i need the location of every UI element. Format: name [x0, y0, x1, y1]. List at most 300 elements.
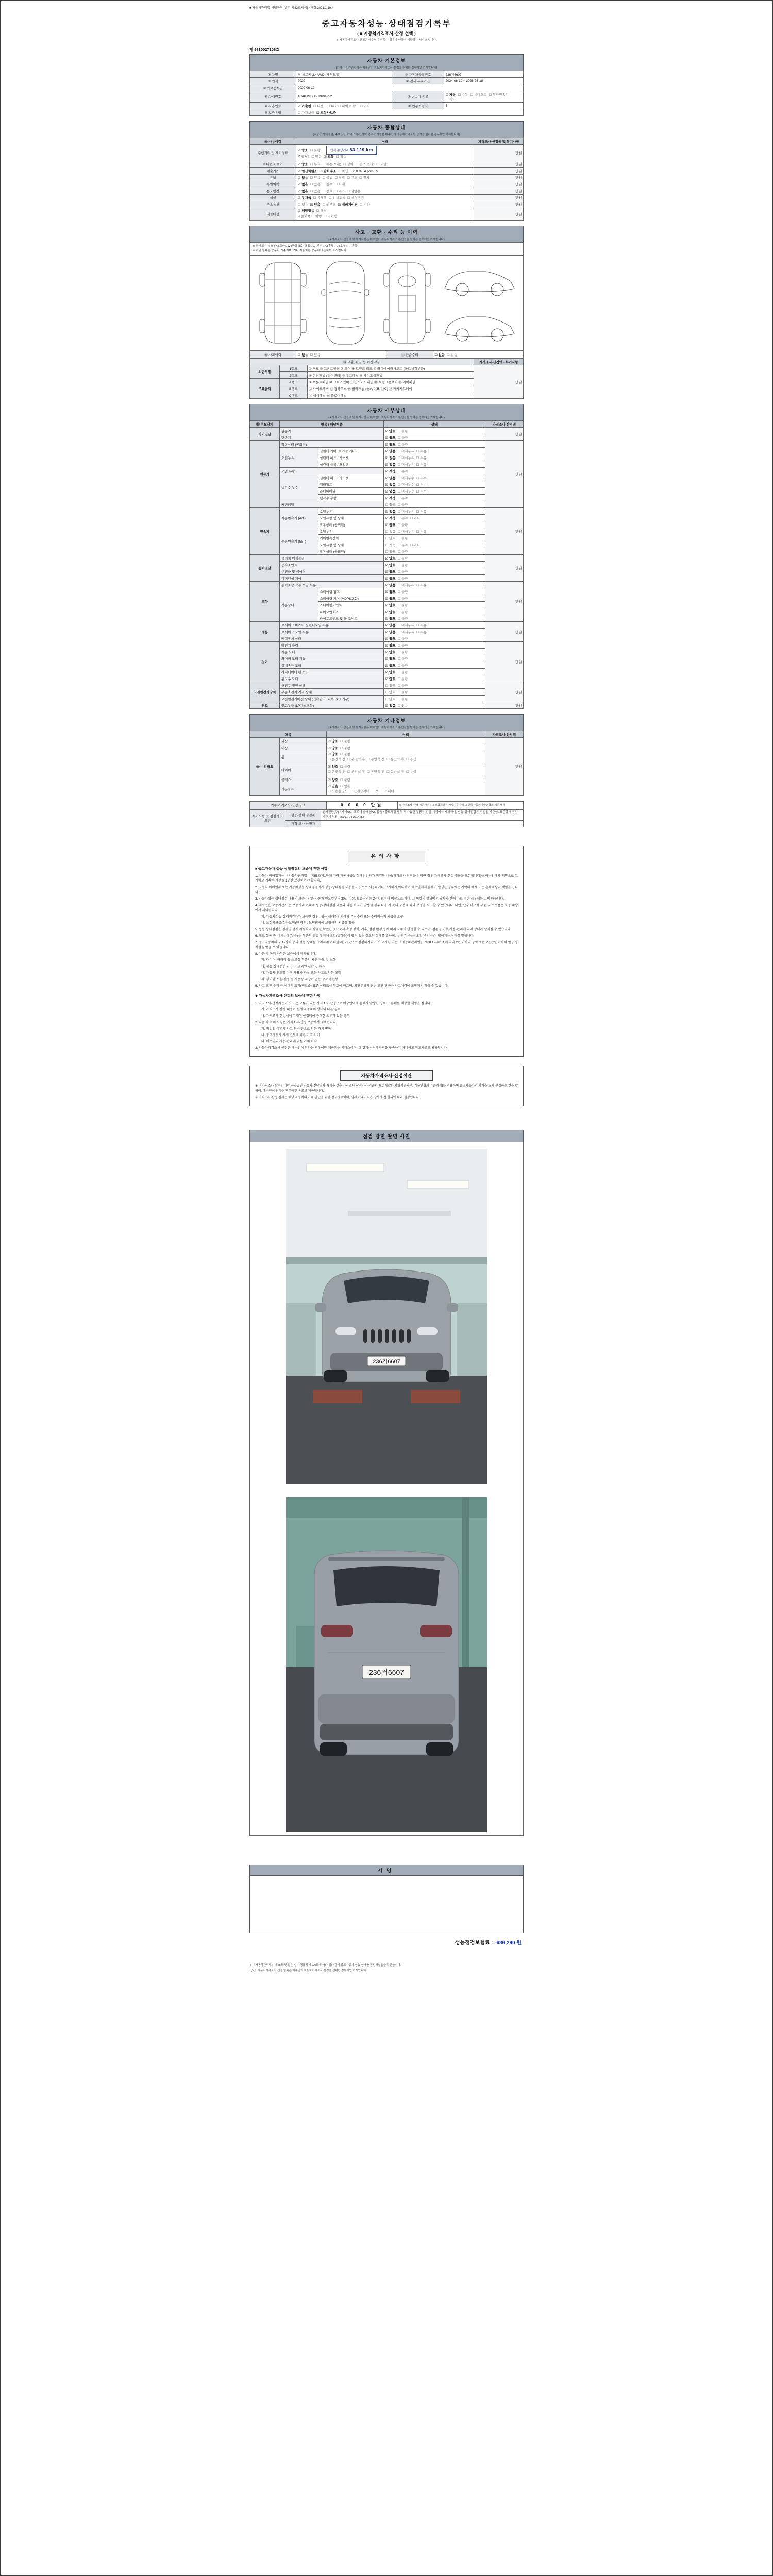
table-cell: [384, 495, 485, 501]
checkbox-기타[interactable]: ☐ 기타: [360, 104, 371, 108]
checkbox-불량[interactable]: ☐ 불량: [340, 765, 350, 769]
checkbox-자가보증[interactable]: ☐ 자가보증: [297, 111, 314, 115]
table-cell: [280, 655, 384, 662]
cell-text: 만원: [515, 690, 522, 694]
checkbox-누유[interactable]: ☐ 누유: [416, 449, 427, 453]
checkbox-응급[interactable]: ☐ 응급: [406, 757, 416, 761]
detailed-condition-table: [249, 420, 524, 709]
cell-text: 등속조인트: [281, 563, 297, 567]
checkbox-불량[interactable]: ☐ 불량: [397, 637, 408, 641]
checkbox-불량[interactable]: ☐ 불량: [340, 752, 350, 756]
checkbox-양호[interactable]: ☐ 양호: [385, 684, 396, 688]
checkbox-매연[interactable]: ☐ 매연: [338, 170, 349, 174]
checkbox-양호[interactable]: ☑ 양호: [385, 677, 396, 681]
cell-line: [328, 765, 483, 770]
checkbox-보험사보증[interactable]: ☑ 보험사보증: [316, 111, 337, 115]
cell-text: 구동축전지 격리 상태: [281, 690, 312, 694]
checkbox-있음[interactable]: ☐ 있음: [310, 176, 321, 180]
marks-note-1: ※ 상태표시 부호 : X (교환), W (판금 또는 용접), C (부식), A (흠집), U (요철), T (손상): [253, 245, 359, 248]
checkbox-적정[interactable]: ☑ 적정: [385, 469, 396, 473]
checkbox-누유[interactable]: ☐ 누유: [416, 463, 427, 467]
checkbox-부식[interactable]: ☐ 부식: [310, 163, 321, 167]
section-header-overall: [249, 121, 524, 138]
registration-number: 236거6607: [445, 73, 462, 77]
checkbox-불량[interactable]: ☐ 불량: [397, 436, 408, 440]
checkbox-이행[interactable]: ☐ 이행: [311, 214, 322, 218]
checkbox-불량[interactable]: ☐ 불량: [397, 690, 408, 694]
table-cell: [250, 145, 296, 161]
checkbox-양호[interactable]: ☑ 양호: [385, 597, 396, 601]
cell-text: 타이어: [281, 768, 291, 772]
headlight-right: [417, 1327, 438, 1335]
table-cell: [384, 689, 485, 696]
checkbox-없음[interactable]: ☑ 없음: [297, 190, 308, 194]
footer-note-2: 【Ⅴ】 자동차가격조사·산정 항목은 매수인이 자동차가격조사·산정을 선택한 경우에만 기재합니다.: [249, 1969, 367, 1972]
checkbox-양호[interactable]: ☑ 양호: [385, 523, 396, 527]
checkbox-없음[interactable]: ☑ 없음: [434, 353, 445, 357]
checkbox-부족[interactable]: ☐ 부족: [397, 496, 408, 500]
checkbox-불량[interactable]: ☐ 불량: [397, 603, 408, 607]
checkbox-불량[interactable]: ☐ 불량: [397, 443, 408, 447]
checkbox-미세누수[interactable]: ☐ 미세누수: [397, 489, 414, 494]
checkbox-없음[interactable]: ☐ 없음: [340, 784, 350, 788]
checkbox-누유[interactable]: ☐ 누유: [416, 583, 427, 587]
table-cell: [296, 78, 392, 84]
cell-line: [298, 214, 473, 219]
checkbox-누수[interactable]: ☐ 누수: [416, 483, 427, 487]
checkbox-없음[interactable]: ☑ 없음: [385, 630, 396, 634]
checkbox-스패너[interactable]: ☐ 스패너: [380, 789, 394, 793]
checkbox-보통[interactable]: ☑ 보통: [324, 155, 334, 159]
checkbox-양호[interactable]: ☑ 양호: [385, 590, 396, 594]
checkbox-운전석 후[interactable]: ☐ 운전석 후: [347, 770, 365, 774]
footer-notes: [249, 1963, 524, 1973]
table-cell: [280, 434, 384, 441]
checkbox-썬루프[interactable]: ☐ 썬루프: [322, 203, 336, 207]
page-title: 중고자동차성능·상태점검기록부: [322, 20, 451, 28]
checkbox-양호[interactable]: ☐ 양호: [385, 536, 396, 540]
checkbox-불량[interactable]: ☐ 불량: [340, 739, 350, 743]
signature-area[interactable]: [250, 1876, 523, 1933]
price-notice-items: [255, 1001, 518, 1051]
checkbox-미세누수[interactable]: ☐ 미세누수: [397, 483, 414, 487]
table-cell: [384, 642, 485, 649]
checkbox-양호[interactable]: ☑ 양호: [385, 610, 396, 614]
checkbox-해당[interactable]: ☐ 해당: [316, 209, 327, 213]
checkbox-없음[interactable]: ☑ 없음: [385, 510, 396, 514]
checkbox-미세누유[interactable]: ☐ 미세누유: [397, 510, 414, 514]
table-cell: [250, 208, 296, 221]
accident-history-table: [249, 351, 524, 358]
notice-subitem: 가. 점검일 이후의 사고·침수 등으로 인한 가치 변동: [261, 1027, 331, 1031]
checkbox-양호[interactable]: ☑ 양호: [385, 443, 396, 447]
checkbox-없음[interactable]: ☑ 없음: [297, 353, 308, 357]
checkbox-불량[interactable]: ☐ 불량: [397, 664, 408, 668]
table-cell: [250, 379, 280, 399]
table-cell: [296, 145, 474, 161]
table-cell: [280, 448, 318, 468]
appraisal-info-title: 자동차가격조사·산정이란: [340, 1070, 433, 1081]
checkbox-양호[interactable]: ☑ 양호: [385, 617, 396, 621]
cell-text: 배출가스: [266, 170, 279, 174]
checkbox-미세누유[interactable]: ☐ 미세누유: [397, 583, 414, 587]
checkbox-네비게이션[interactable]: ☑ 네비게이션: [338, 203, 358, 207]
cell-text: ⑫ 사이드멤버 ⑬ 휠하우스 ⑭ 필러패널 (⑭A, ⑭B, ⑭C) ⑲ 패키지트레이: [309, 387, 412, 391]
checkbox-적정[interactable]: ☑ 적정: [385, 516, 396, 520]
checkbox-양호[interactable]: ☐ 양호: [385, 690, 396, 694]
table-cell: [280, 635, 384, 642]
checkbox-색상변경[interactable]: ☐ 색상변경: [347, 196, 364, 200]
checkbox-불량[interactable]: ☐ 불량: [397, 657, 408, 661]
checkbox-장치[interactable]: ☐ 장치: [359, 176, 369, 180]
table-cell: [280, 764, 326, 776]
table-cell: [384, 481, 485, 488]
checkbox-동반석 전[interactable]: ☐ 동반석 전: [367, 757, 385, 761]
checkbox-불량[interactable]: ☐ 불량: [397, 536, 408, 540]
checkbox-불량[interactable]: ☐ 불량: [397, 550, 408, 554]
checkbox-전체도색[interactable]: ☐ 전체도색: [328, 196, 346, 200]
overall-condition-table: [249, 138, 524, 221]
checkbox-변조(변타)[interactable]: ☐ 변조(변타): [355, 163, 375, 167]
section-header-photos: [249, 1130, 524, 1142]
checkbox-양호[interactable]: ☑ 양호: [385, 637, 396, 641]
checkbox-불량[interactable]: ☐ 불량: [397, 677, 408, 681]
checkbox-없음[interactable]: ☑ 없음: [385, 623, 396, 628]
table-cell: [280, 508, 318, 528]
checkbox-불량[interactable]: ☐ 불량: [397, 556, 408, 561]
checkbox-미세누유[interactable]: ☐ 미세누유: [397, 530, 414, 534]
table-cell: [280, 568, 384, 575]
cell-text: 변속기: [260, 530, 270, 534]
table-cell: [384, 474, 485, 481]
checkbox-양호[interactable]: ☑ 양호: [328, 752, 339, 756]
checkbox-미세누유[interactable]: ☐ 미세누유: [397, 449, 414, 453]
checkbox-누유[interactable]: ☐ 누유: [416, 623, 427, 628]
cell-text: 오일누유: [320, 510, 332, 514]
checkbox-없음[interactable]: ☑ 없음: [297, 183, 308, 187]
checkbox-없음[interactable]: ☑ 없음: [385, 483, 396, 487]
checkbox-없음[interactable]: ☐ 없음: [385, 530, 396, 534]
section-title-accident: 사고 · 교환 · 수리 등 이력: [355, 230, 418, 236]
checkbox-양호[interactable]: ☑ 양호: [385, 570, 396, 574]
cell-text: ⑫ 사고이력: [264, 353, 282, 357]
column-header: [250, 731, 327, 738]
cell-line: [328, 770, 483, 775]
cell-text: 기어변속장치: [320, 536, 339, 540]
checkbox-불량[interactable]: ☐ 불량: [397, 429, 408, 433]
checkbox-양호[interactable]: ☑ 양호: [385, 643, 396, 648]
checkbox-양호[interactable]: ☑ 양호: [385, 436, 396, 440]
checkbox-없음[interactable]: ☑ 없음: [385, 583, 396, 587]
checkbox-불량[interactable]: ☐ 불량: [397, 577, 408, 581]
checkbox-양호[interactable]: ☑ 양호: [385, 556, 396, 561]
cell-text: 만원: [515, 380, 522, 384]
checkbox-리스[interactable]: ☐ 리스: [334, 190, 345, 194]
checkbox-없음[interactable]: ☑ 없음: [385, 456, 396, 460]
checkbox-과다[interactable]: ☐ 과다: [410, 516, 421, 520]
checkbox-있음[interactable]: ☐ 있음: [310, 353, 321, 357]
cell-text: 가격조사·산정액: [492, 733, 516, 737]
checkbox-부족[interactable]: ☐ 부족: [397, 469, 408, 473]
price-cell: [474, 167, 524, 174]
checkbox-없음[interactable]: ☑ 없음: [385, 463, 396, 467]
price-cell: [485, 738, 523, 796]
cell-text: ⑮ 주요장치: [256, 422, 274, 427]
checkbox-누유[interactable]: ☐ 누유: [416, 456, 427, 460]
cell-line: [328, 789, 483, 794]
table-cell: [318, 602, 383, 608]
table-cell: [280, 582, 384, 588]
checkbox-양호[interactable]: ☐ 양호: [385, 550, 396, 554]
checkbox-누유[interactable]: ☐ 누유: [416, 530, 427, 534]
cell-text: ⑪ 사용이력: [264, 140, 282, 144]
table-cell: [280, 649, 384, 655]
checkbox-적정[interactable]: ☑ 적정: [385, 496, 396, 500]
cell-text: 작동상태 (공회전): [320, 550, 345, 554]
table-cell: [250, 103, 296, 109]
table-cell: [285, 809, 321, 820]
table-cell: [318, 541, 383, 548]
checkbox-없음[interactable]: ☑ 없음: [385, 476, 396, 480]
checkbox-불량[interactable]: ☐ 불량: [397, 570, 408, 574]
front-plate-number: 236거6607: [373, 1359, 400, 1365]
checkbox-운전석 전[interactable]: ☐ 운전석 전: [328, 770, 346, 774]
checkbox-양호[interactable]: ☐ 양호: [385, 503, 396, 507]
checkbox-유채색[interactable]: ☐ 유채색: [313, 196, 327, 200]
checkbox-양호[interactable]: ☑ 양호: [297, 163, 308, 167]
checkbox-없음[interactable]: ☑ 없음: [385, 489, 396, 494]
table-cell: [280, 501, 384, 508]
table-cell: [280, 675, 384, 682]
checkbox-무채색[interactable]: ☑ 무채색: [297, 196, 311, 200]
checkbox-적법[interactable]: ☐ 적법: [334, 176, 345, 180]
checkbox-불량[interactable]: ☐ 불량: [397, 523, 408, 527]
checkbox-미이행[interactable]: ☐ 미이행: [324, 214, 338, 218]
cell-text: 외장: [281, 739, 288, 743]
checkbox-훼손(오손)[interactable]: ☐ 훼손(오손): [322, 163, 341, 167]
notice-title: 유의사항: [348, 851, 425, 862]
checkbox-불량[interactable]: ☐ 불량: [340, 746, 350, 750]
checkbox-양호[interactable]: ☑ 양호: [328, 739, 339, 743]
checkbox-도말[interactable]: ☐ 도말: [376, 163, 387, 167]
checkbox-적정[interactable]: ☐ 적정: [385, 543, 396, 547]
checkbox-동반석 전[interactable]: ☐ 동반석 전: [367, 770, 385, 774]
cell-text: 실린더 커버 (로커암 커버): [320, 449, 357, 453]
checkbox-있음[interactable]: ☐ 있음: [310, 183, 321, 187]
notice-subtitle: ■ 중고자동차 성능·상태점검의 보증에 관한 사항: [255, 867, 328, 871]
table-cell: [250, 161, 296, 167]
column-header: [485, 421, 523, 428]
checkbox-미세누유[interactable]: ☐ 미세누유: [397, 623, 414, 628]
checkbox-누유[interactable]: ☐ 누유: [416, 630, 427, 634]
checkbox-양호[interactable]: ☑ 양호: [328, 765, 339, 769]
checkbox-적음[interactable]: ☐ 적음: [335, 155, 346, 159]
table-cell: [384, 555, 485, 562]
final-price-table: [249, 801, 524, 809]
checkbox-많음[interactable]: ☐ 많음: [311, 155, 322, 159]
checkbox-양호[interactable]: ☑ 양호: [297, 148, 308, 152]
checkbox-불량[interactable]: ☐ 불량: [397, 697, 408, 701]
table-cell: [250, 174, 296, 181]
checkbox-양호[interactable]: ☑ 양호: [385, 670, 396, 674]
cell-text: 조향: [261, 600, 268, 604]
checkbox-양호[interactable]: ☑ 양호: [385, 650, 396, 654]
cell-text: 항목 / 해당부품: [321, 422, 343, 427]
checkbox-일산화탄소[interactable]: ☑ 일산화탄소: [297, 170, 318, 174]
checkbox-안전삼각대[interactable]: ☐ 안전삼각대: [349, 789, 369, 793]
checkbox-해당없음[interactable]: ☑ 해당없음: [297, 209, 314, 213]
checkbox-기타[interactable]: ☐ 기타: [445, 97, 456, 101]
cell-text: 고전원전기장치: [254, 690, 276, 694]
checkbox-없음[interactable]: ☑ 없음: [385, 449, 396, 453]
taillight-left: [321, 1625, 353, 1637]
checkbox-화재[interactable]: ☐ 화재: [334, 183, 345, 187]
table-cell: [250, 738, 280, 796]
section-note-overall: (※성능·상태점검, 주요옵션, 가격조사·산정액 및 특기사항은 매수인이 자동차가격조사·산정을 원하는 경우에만 기재합니다): [313, 133, 460, 137]
checkbox-구조[interactable]: ☐ 구조: [347, 176, 358, 180]
checkbox-불량[interactable]: ☐ 불량: [340, 778, 350, 782]
checkbox-사용설명서[interactable]: ☐ 사용설명서: [328, 789, 348, 793]
checkbox-양호[interactable]: ☑ 양호: [385, 563, 396, 567]
checkbox-동반석 후[interactable]: ☐ 동반석 후: [386, 770, 405, 774]
checkbox-누유[interactable]: ☐ 누유: [416, 510, 427, 514]
table-cell: [250, 188, 296, 194]
cell-text: 만원: [515, 765, 522, 769]
checkbox-불량[interactable]: ☐ 불량: [397, 650, 408, 654]
section-header-etc: [249, 714, 524, 731]
checkbox-양호[interactable]: ☑ 양호: [385, 577, 396, 581]
checkbox-운전석 전[interactable]: ☐ 운전석 전: [328, 757, 346, 761]
checkbox-없음[interactable]: ☐ 없음: [297, 203, 308, 207]
checkbox-수동[interactable]: ☐ 수동: [458, 93, 468, 97]
damage-marks-legend: [249, 242, 524, 255]
table-cell: [433, 351, 523, 358]
checkbox-영업용[interactable]: ☐ 영업용: [347, 190, 361, 194]
cell-text: 만원: [515, 176, 522, 180]
checkbox-양호[interactable]: ☑ 양호: [385, 657, 396, 661]
checkbox-불량[interactable]: ☐ 불량: [397, 503, 408, 507]
checkbox-LPG[interactable]: ☐ LPG: [325, 104, 336, 108]
checkbox-잭[interactable]: ☐ 잭: [371, 789, 379, 793]
table-cell: [318, 515, 383, 521]
table-cell: [250, 801, 327, 809]
checkbox-자동[interactable]: ☑ 자동: [445, 93, 456, 97]
checkbox-양호[interactable]: ☑ 양호: [328, 778, 339, 782]
table-cell: [280, 751, 326, 764]
cell-text: ⑩ 보증유형: [264, 111, 281, 115]
checkbox-있음[interactable]: ☐ 있음: [397, 704, 408, 708]
checkbox-무단변속기[interactable]: ☐ 무단변속기: [489, 93, 509, 97]
table-cell: [250, 428, 280, 441]
checkbox-있음[interactable]: ☐ 있음: [310, 190, 321, 194]
checkbox-불법[interactable]: ☐ 불법: [322, 176, 333, 180]
checkbox-양호[interactable]: ☐ 양호: [385, 697, 396, 701]
table-cell: [280, 783, 326, 796]
notice-subitem: 다. 자동차 인도일 이후 사용자 과실 또는 사고로 인한 고장: [261, 971, 341, 975]
checkbox-미세누유[interactable]: ☐ 미세누유: [397, 463, 414, 467]
checkbox-디젤[interactable]: ☐ 디젤: [313, 104, 324, 108]
checkbox-탄화수소[interactable]: ☑ 탄화수소: [320, 170, 337, 174]
cell-text: 만원: [515, 163, 522, 167]
checkbox-없음[interactable]: ☑ 없음: [385, 704, 396, 708]
cell-text: 고전원전기배선 상태 (접속단자, 피복, 보호기구): [281, 697, 350, 701]
table-cell: [384, 535, 485, 541]
checkbox-침수[interactable]: ☐ 침수: [322, 183, 333, 187]
side-mirror-right: [447, 1303, 458, 1312]
checkbox-부족[interactable]: ☐ 부족: [397, 543, 408, 547]
checkbox-양호[interactable]: ☑ 양호: [385, 664, 396, 668]
table-cell: [250, 84, 296, 91]
checkbox-없음[interactable]: ☑ 없음: [297, 176, 308, 180]
checkbox-누수[interactable]: ☐ 누수: [416, 489, 427, 494]
checkbox-불량[interactable]: ☐ 불량: [397, 643, 408, 648]
checkbox-양호[interactable]: ☑ 양호: [328, 746, 339, 750]
cell-text: 라디에이터 팬 모터: [281, 670, 309, 674]
checkbox-있음[interactable]: ☐ 있음: [447, 353, 457, 357]
checkbox-세미오토[interactable]: ☐ 세미오토: [470, 93, 487, 97]
checkbox-불량[interactable]: ☐ 불량: [397, 597, 408, 601]
price-cell: [485, 702, 523, 709]
odometer-value: 83,129 km: [349, 147, 373, 152]
checkbox-과다[interactable]: ☐ 과다: [410, 543, 421, 547]
cell-text: 2020-06-19: [297, 86, 315, 90]
checkbox-하이브리드[interactable]: ☐ 하이브리드: [338, 104, 358, 108]
checkbox-누수[interactable]: ☐ 누수: [416, 476, 427, 480]
checkbox-양호[interactable]: ☑ 양호: [385, 603, 396, 607]
checkbox-불량[interactable]: ☐ 불량: [397, 610, 408, 614]
checkbox-불량[interactable]: ☐ 불량: [397, 670, 408, 674]
checkbox-상이[interactable]: ☐ 상이: [343, 163, 354, 167]
column-header: [485, 731, 523, 738]
checkbox-기타[interactable]: ☐ 기타: [359, 203, 370, 207]
lift-ramp-right: [411, 1390, 460, 1403]
cell-text: 상태: [402, 733, 409, 737]
checkbox-가솔린[interactable]: ☑ 가솔린: [297, 104, 311, 108]
price-cell: [474, 145, 524, 161]
checkbox-불량[interactable]: ☐ 불량: [397, 617, 408, 621]
checkbox-미세누유[interactable]: ☐ 미세누유: [397, 630, 414, 634]
checkbox-동반석 후[interactable]: ☐ 동반석 후: [386, 757, 405, 761]
table-cell: [318, 495, 383, 501]
checkbox-불량[interactable]: ☐ 불량: [397, 590, 408, 594]
table-cell: [444, 91, 523, 103]
checkbox-불량[interactable]: ☐ 불량: [310, 148, 321, 152]
checkbox-양호[interactable]: ☑ 양호: [385, 429, 396, 433]
checkbox-응급[interactable]: ☐ 응급: [406, 770, 416, 774]
car-diagram-underbody-view: [378, 259, 436, 347]
checkbox-부족[interactable]: ☐ 부족: [397, 516, 408, 520]
table-cell: [250, 194, 296, 201]
cell-text: 라디에이터: [320, 489, 336, 494]
table-cell: [384, 655, 485, 662]
table-cell: [326, 764, 485, 776]
price-cell: [474, 181, 524, 188]
checkbox-있음[interactable]: ☑ 있음: [328, 784, 339, 788]
table-cell: [384, 595, 485, 602]
checkbox-미세누수[interactable]: ☐ 미세누수: [397, 476, 414, 480]
checkbox-미세누유[interactable]: ☐ 미세누유: [397, 456, 414, 460]
checkbox-있음[interactable]: ☑ 있음: [310, 203, 321, 207]
table-cell: [326, 744, 485, 751]
car-diagram-structure-top-view: [254, 259, 312, 347]
checkbox-운전석 후[interactable]: ☐ 운전석 후: [347, 757, 365, 761]
price-appraisal-option: ( ■ 자동차가격조사·산정 선택 ): [357, 31, 416, 36]
checkbox-렌트[interactable]: ☐ 렌트: [322, 190, 333, 194]
inspection-record-document: [249, 1, 524, 1974]
checkbox-불량[interactable]: ☐ 불량: [397, 563, 408, 567]
table-cell: [384, 541, 485, 548]
checkbox-불량[interactable]: ☐ 불량: [397, 684, 408, 688]
